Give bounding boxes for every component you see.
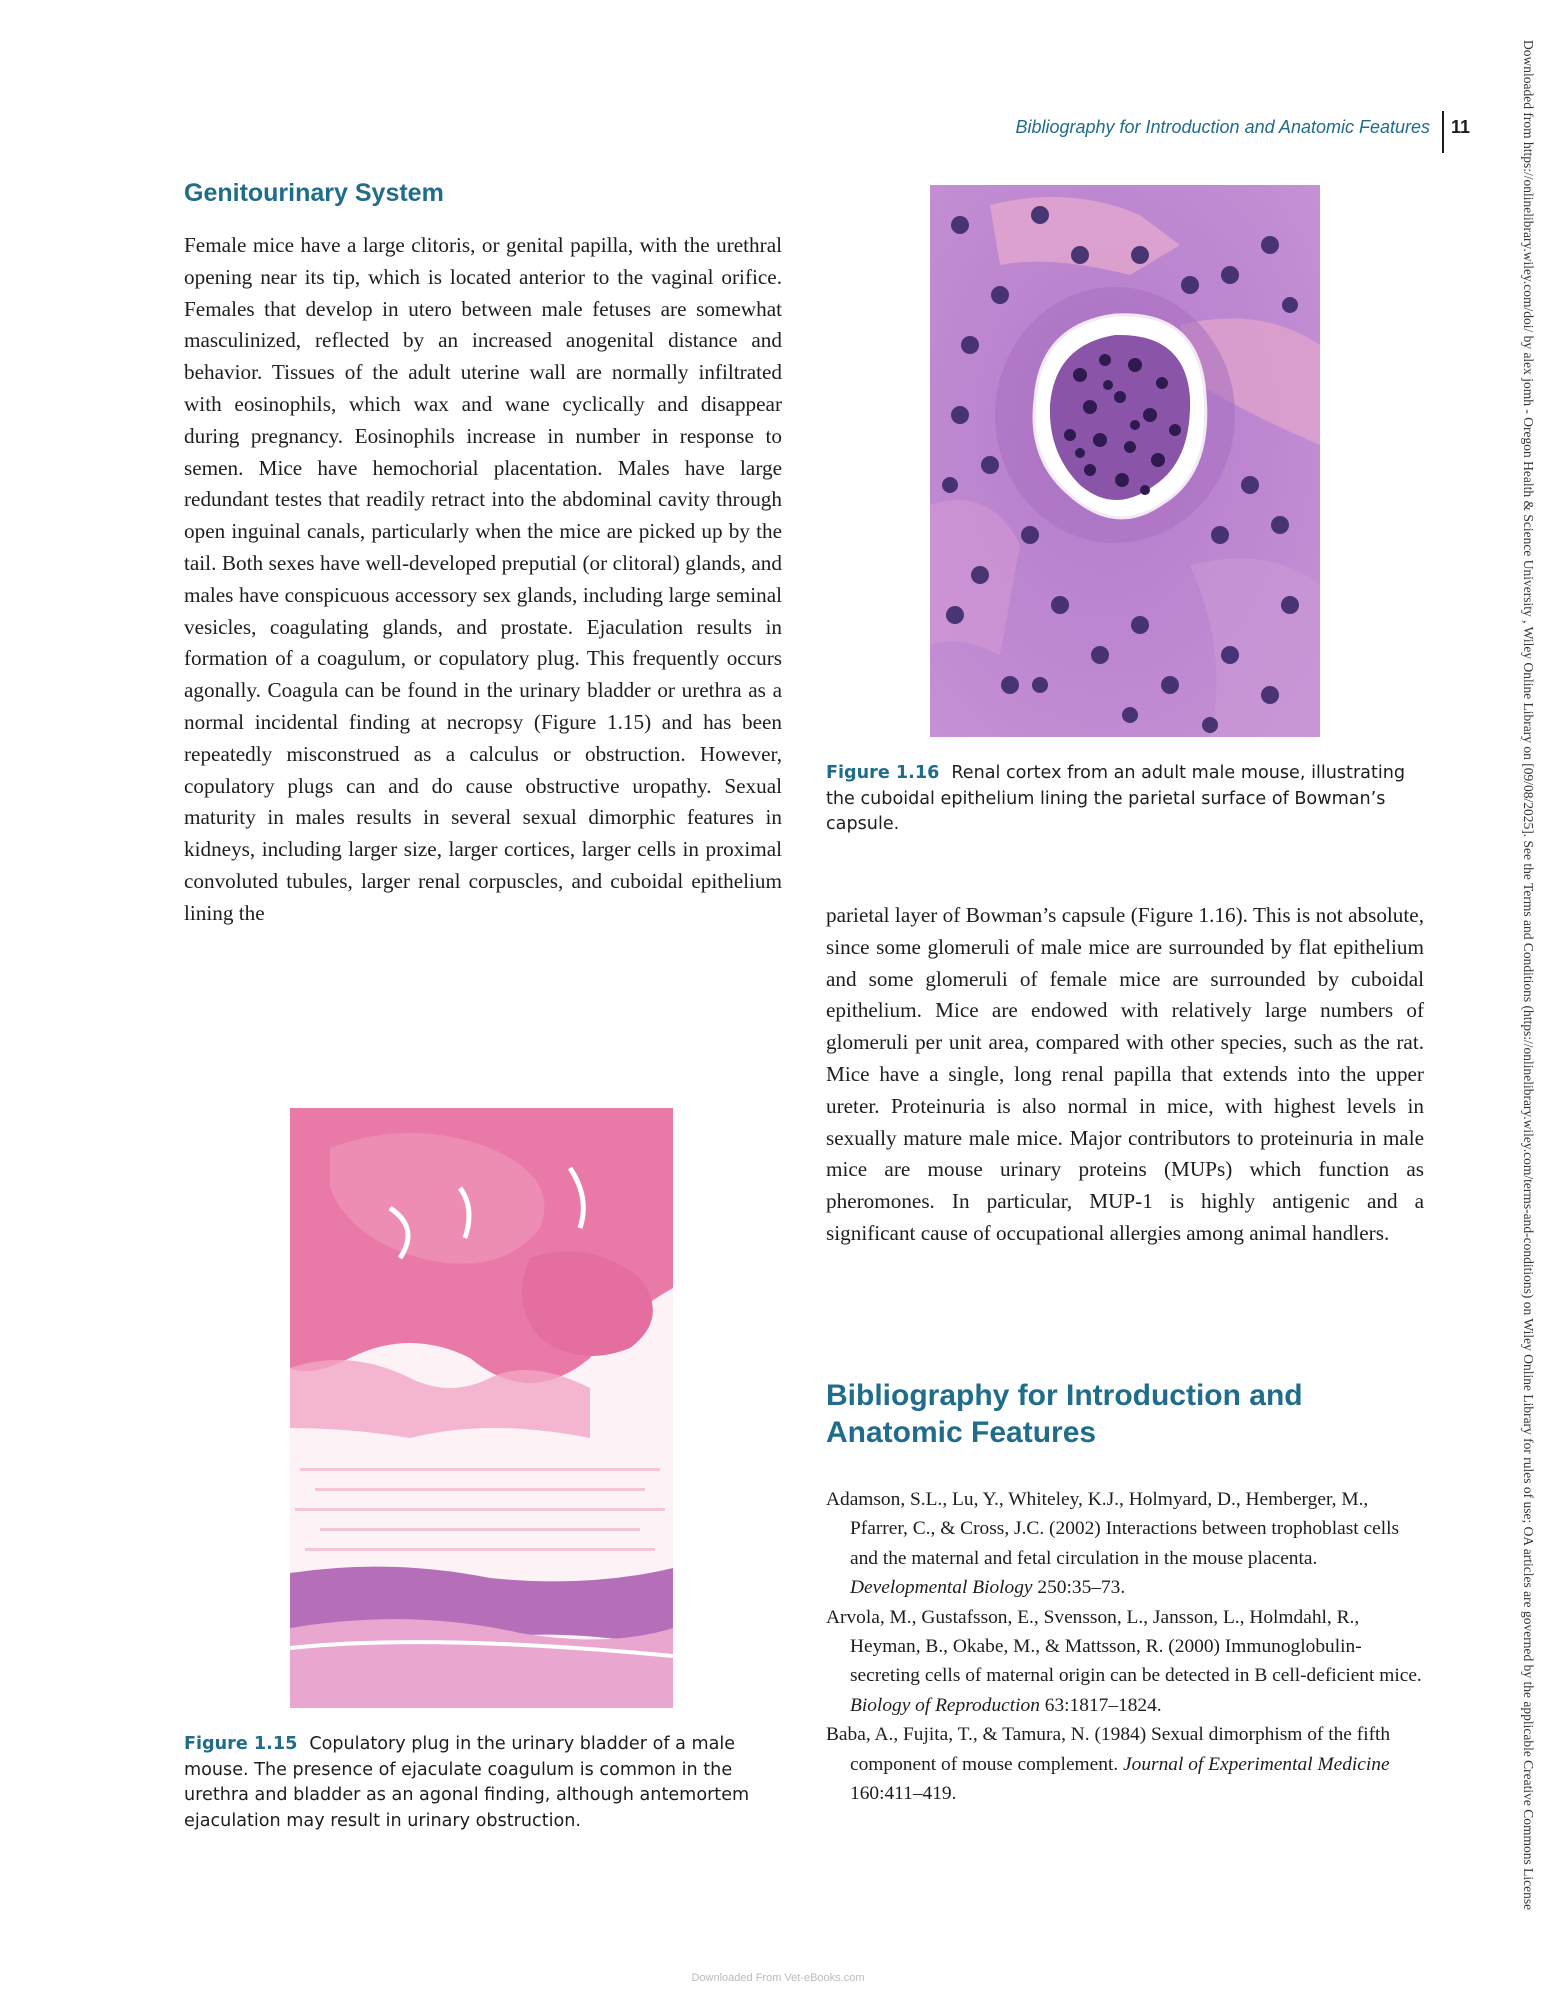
figure-1-16-label: Figure 1.16 (826, 763, 940, 783)
reference-text: Baba, A., Fujita, T., & Tamura, N. (1984) Sexual dimorphism of the fifth component of mouse complement. (826, 1724, 1391, 1775)
section-title-genitourinary: Genitourinary System (184, 179, 444, 207)
reference-text: Arvola, M., Gustafsson, E., Svensson, L., Jansson, L., Holmdahl, R., Heyman, B., Okabe, M., & Mattsson, R. (2000) Immunoglobulin-secreting cells of maternal origin can be detected in B cell-deficient mice. (826, 1606, 1422, 1687)
renal-cortex-micrograph (930, 185, 1320, 737)
bibliography-section (826, 1377, 1426, 1808)
genitourinary-paragraph: Female mice have a large clitoris, or genital papilla, with the urethral opening near its tip, which is located anterior to the vaginal orifice. Females that develop in utero between male fetuses are somewhat masculinized, reflected by an increased anogenital distance and behavior. Tissues of the adult uterine wall are normally infiltrated with eosinophils, which wax and wane cyclically and disappear during pregnancy. Eosinophils increase in number in response to semen. Mice have hemochorial placentation. Males have large redundant testes that readily retract into the abdominal cavity through open inguinal canals, particularly when the mice are picked up by the tail. Both sexes have well-developed preputial (or clitoral) glands, and males have conspicuous accessory sex glands, including large seminal vesicles, coagulating glands, and prostate. Ejaculation results in formation of a coagulum, or copulatory plug. This frequently occurs agonally. Coagula can be found in the urinary bladder or urethra as a normal incidental finding at necropsy (Figure 1.15) and has been repeatedly misconstrued as a calculus or obstruction. However, copulatory plugs can and do cause obstructive uropathy. Sexual maturity in males results in several sexual dimorphic features in kidneys, including larger size, larger cortices, larger cells in proximal convoluted tubules, larger renal corpuscles, and cuboidal epithelium lining the (184, 233, 782, 925)
reference-volume: 160:411–419. (850, 1783, 957, 1805)
page-header (800, 111, 1470, 153)
reference-journal: Journal of Experimental Medicine (1123, 1753, 1390, 1775)
reference-journal: Biology of Reproduction (850, 1694, 1040, 1716)
section-title-bibliography: Bibliography for Introduction and Anatomic Features (826, 1379, 1303, 1449)
reference-journal: Developmental Biology (850, 1577, 1033, 1599)
reference-volume: 63:1817–1824. (1039, 1694, 1162, 1716)
running-head: Bibliography for Introduction and Anatomic Features (1015, 117, 1430, 137)
reference-entry (826, 1603, 1426, 1721)
figure-1-15-caption (184, 1732, 794, 1834)
reference-entry (826, 1720, 1426, 1808)
page-number: 11 (1450, 117, 1470, 137)
reference-volume: 250:35–73. (1032, 1577, 1126, 1599)
figure-1-16-text: Renal cortex from an adult male mouse, illustrating the cuboidal epithelium lining the parietal surface of Bowman’s capsule. (826, 763, 1406, 834)
download-notice: Downloaded from https://onlinelibrary.wiley.com/doi/ by alex jomh - Oregon Health & Science University , Wiley Online Library on [09/08/2025]. See the Terms and Conditions (https://onlinelibrary.wiley.com/terms-and-conditions) on Wiley Online Library for rules of use; OA articles are governed by the applicable Creative Commons License (1521, 40, 1536, 1911)
header-divider (1442, 111, 1444, 153)
figure-1-15-text: Copulatory plug in the urinary bladder of a male mouse. The presence of ejaculate coagulum is common in the urethra and bladder as an agonal finding, although antemortem ejaculation may result in urinary obstruction. (184, 1734, 750, 1831)
figure-1-15-label: Figure 1.15 (184, 1734, 298, 1754)
left-column (184, 178, 782, 930)
genitourinary-continuation: parietal layer of Bowman’s capsule (Figure 1.16). This is not absolute, since some glomeruli of male mice are surrounded by flat epithelium and some glomeruli of female mice are surrounded by cuboidal epithelium. Mice are endowed with relatively large numbers of glomeruli per unit area, compared with other species, such as the rat. Mice have a single, long renal papilla that extends into the upper ureter. Proteinuria is also normal in mice, with highest levels in sexually mature male mice. Major contributors to proteinuria in male mice are mouse urinary proteins (MUPs) which function as pheromones. In particular, MUP-1 is highly antigenic and a significant cause of occupational allergies among animal handlers. (826, 903, 1424, 1245)
copulatory-plug-micrograph (290, 1108, 673, 1708)
figure-1-16-caption (826, 761, 1436, 838)
right-column (826, 900, 1424, 1250)
reference-text: Adamson, S.L., Lu, Y., Whiteley, K.J., Holmyard, D., Hemberger, M., Pfarrer, C., & Cross, J.C. (2002) Interactions between trophoblast cells and the maternal and fetal circulation in the mouse placenta. (826, 1489, 1400, 1569)
download-footer: Downloaded From Vet-eBooks.com (691, 1972, 865, 1984)
reference-entry (826, 1485, 1426, 1603)
